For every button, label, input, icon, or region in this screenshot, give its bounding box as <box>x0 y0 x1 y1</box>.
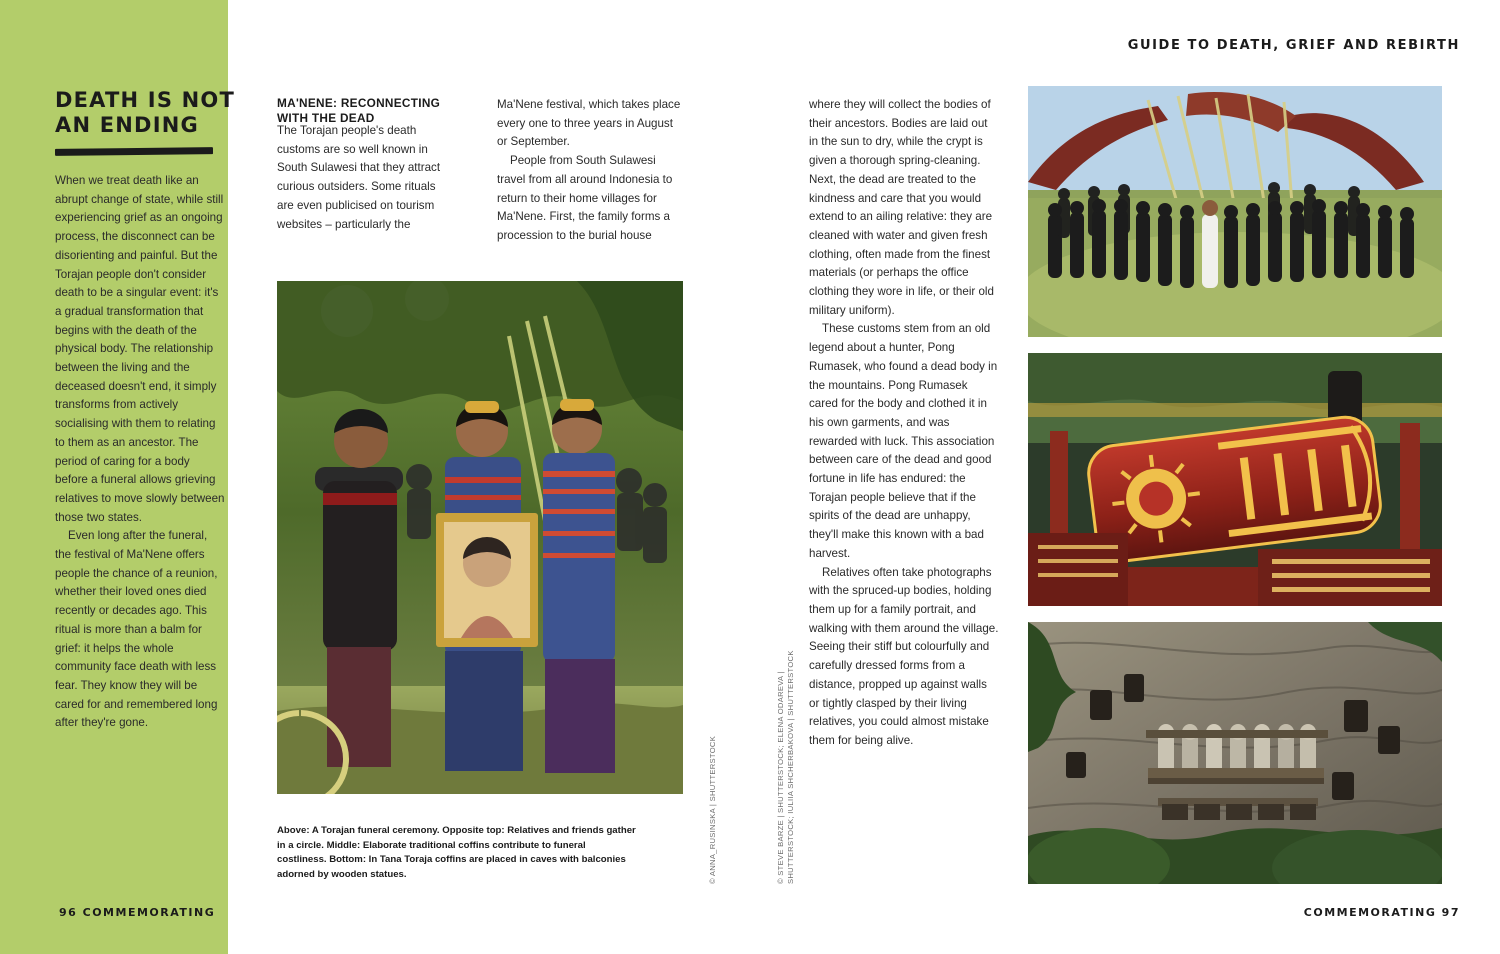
section-subheading: MA'NENE: RECONNECTING WITH THE DEAD <box>277 96 441 125</box>
photo-credit-main: © ANNA_RUSINSKA | SHUTTERSTOCK <box>708 735 717 884</box>
photo-caption: Above: A Torajan funeral ceremony. Opposite top: Relatives and friends gather in a circle. Middle: Elaborate traditional coffins contribute to funeral costliness. Bottom: In Tana Toraja coffins are placed in caves with balconies adorned by wooden statues. <box>277 825 636 880</box>
col3-paragraph-1: Ma'Nene festival, which takes place every one to three years in August or September. <box>497 98 681 149</box>
folio-left: 96 COMMEMORATING <box>59 906 216 919</box>
photo-credit-right-line1: © STEVE BARZE | SHUTTERSTOCK; ELENA ODAREVA | <box>776 671 785 884</box>
photo-cliff-burial-caves <box>1028 622 1442 884</box>
col4-paragraph-3: Relatives often take photographs with the spruced-up bodies, holding them up for a family portrait, and walking with them around the village. Seeing their stiff but colourfully and carefully dressed forms from a distance, propped up against walls or tightly clasped by their living relatives, you could almost mistake them for being alive. <box>809 565 999 747</box>
intro-text-column <box>55 172 225 733</box>
photo-credit-right-line2: SHUTTERSTOCK; IULIIA SHCHERBAKOVA | SHUTTERSTOCK <box>786 650 795 884</box>
folio-right: COMMEMORATING 97 <box>1303 906 1460 919</box>
intro-paragraph-1: When we treat death like an abrupt change of state, while still experiencing grief as an ongoing process, the disconnect can be disorienting and painful. But the Torajan people don't consider death to be a singular event: it's a gradual transformation that begins with the death of the physical body. The relationship between the living and the deceased doesn't end, it simply transforms from actively socialising with them to relating to them as an ancestor. The period of caring for a body before a funeral allows grieving relatives to move slowly between those two states. <box>55 174 225 524</box>
torn-paper-edge <box>228 0 250 954</box>
photo-funeral-procession <box>277 281 683 794</box>
col2-paragraph-1: The Torajan people's death customs are so well known in South Sulawesi that they attract curious outsiders. Some rituals are even publicised on tourism websites – particularly the <box>277 124 441 231</box>
col4-paragraph-1: where they will collect the bodies of their ancestors. Bodies are laid out in the sun to dry, while the crypt is given a thorough spring-cleaning. Next, the dead are treated to the kindness and care that you would extend to an ailing relative: they are cleaned with water and given fresh clothing, often made from the finest materials (or perhaps the office clothing they wore in life, or their old military uniform). <box>809 98 994 317</box>
photo-traditional-coffin <box>1028 353 1442 606</box>
intro-paragraph-2: Even long after the funeral, the festival of Ma'Nene offers people the chance of a reunion, whether their loved ones died recently or decades ago. This ritual is more than a balm for grief: it helps the whole community face death with less fear. They know they will be cared for and remembered long after they're gone. <box>55 529 218 730</box>
body-column-3 <box>497 96 683 246</box>
page-title: DEATH IS NOT AN ENDING <box>55 88 236 137</box>
running-head: GUIDE TO DEATH, GRIEF AND REBIRTH <box>1127 38 1460 53</box>
body-column-4 <box>809 96 999 751</box>
photo-ceremony-crowd <box>1028 86 1442 337</box>
body-column-2 <box>277 122 450 234</box>
col3-paragraph-2: People from South Sulawesi travel from all around Indonesia to return to their home villages for Ma'Nene. First, the family forms a procession to the burial house <box>497 154 673 242</box>
col4-paragraph-2: These customs stem from an old legend about a hunter, Pong Rumasek, who found a dead body in the mountains. Pong Rumasek cared for the body and clothed it in his own garments, and was rewarded with luck. This association between care of the dead and good fortune in life has endured: the Torajan people believe that if the spirits of the dead are unhappy, they'll make this known with a bad harvest. <box>809 322 998 560</box>
